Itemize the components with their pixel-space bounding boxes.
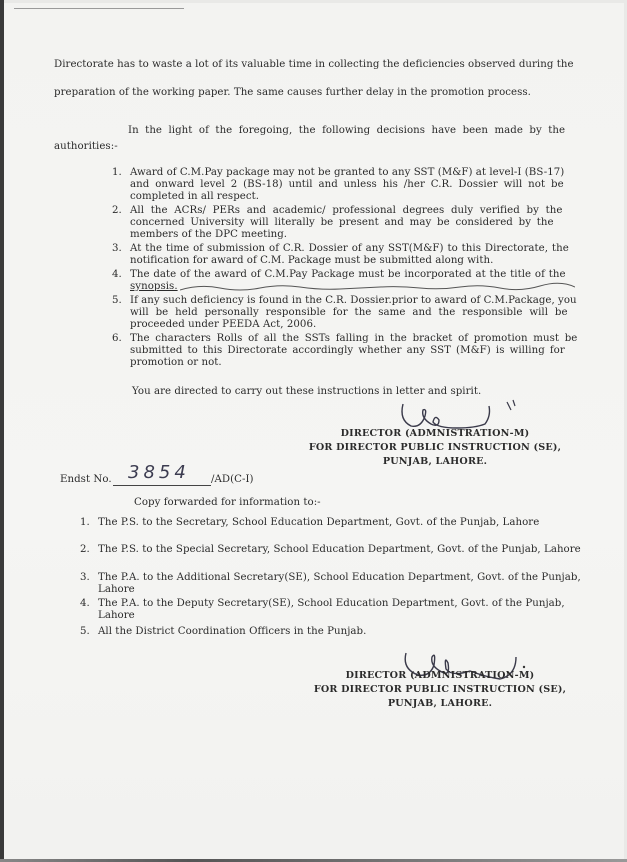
decision-1-line-3: completed in all respect.: [130, 191, 260, 202]
recipient-3-line-2: Lahore: [98, 584, 135, 595]
decision-number: 1.: [112, 167, 122, 178]
endorsement-underline: [113, 485, 211, 486]
recipient-number: 5.: [80, 626, 90, 637]
intro-line-2: preparation of the working paper. The same causes further delay in the promotion process.: [54, 87, 531, 98]
decision-number: 4.: [112, 269, 122, 280]
recipient-5: All the District Coordination Officers in the Punjab.: [98, 626, 367, 637]
signature-2-org: FOR DIRECTOR PUBLIC INSTRUCTION (SE),: [313, 684, 567, 695]
decision-5-line-3: proceeded under PEEDA Act, 2006.: [130, 319, 317, 330]
decision-2-line-2: concerned University will literally be present and may be considered by the: [130, 217, 554, 228]
decision-2-line-3: members of the DPC meeting.: [130, 229, 288, 240]
foregoing-line-1: In the light of the foregoing, the following decisions have been made by the: [128, 125, 566, 136]
foregoing-line-2: authorities:-: [54, 141, 118, 152]
decision-3-line-2: notification for award of C.M. Package must be submitted along with.: [130, 255, 494, 266]
recipient-number: 2.: [80, 544, 90, 555]
recipient-number: 4.: [80, 598, 90, 609]
signature-2-location: PUNJAB, LAHORE.: [387, 698, 493, 709]
directive-text: You are directed to carry out these instructions in letter and spirit.: [132, 386, 482, 397]
decision-number: 5.: [112, 295, 122, 306]
decision-number: 3.: [112, 243, 122, 254]
decision-1-line-1: Award of C.M.Pay package may not be granted to any SST (M&F) at level-I (BS-17): [130, 167, 565, 178]
recipient-2: The P.S. to the Special Secretary, School Education Department, Govt. of the Punjab, Lahore: [98, 544, 581, 555]
recipient-4-line-1: The P.A. to the Deputy Secretary(SE), School Education Department, Govt. of the Punjab,: [98, 598, 565, 609]
signature-2-title: DIRECTOR (ADMNISTRATION-M): [345, 670, 535, 681]
decision-4-line-2: synopsis.: [130, 281, 178, 292]
signature-1-org: FOR DIRECTOR PUBLIC INSTRUCTION (SE),: [308, 442, 562, 453]
intro-line-1: Directorate has to waste a lot of its valuable time in collecting the deficiencies observed during the: [54, 59, 574, 70]
handwritten-underline-icon: [180, 282, 575, 294]
decision-6-line-2: submitted to this Directorate accordingly whether any SST (M&F) is willing for: [130, 345, 565, 356]
decision-6-line-3: promotion or not.: [130, 357, 222, 368]
endorsement-suffix: /AD(C-I): [211, 474, 254, 485]
decision-4-line-1: The date of the award of C.M.Pay Package must be incorporated at the title of the: [130, 269, 566, 280]
decision-3-line-1: At the time of submission of C.R. Dossier of any SST(M&F) to this Directorate, the: [130, 243, 569, 254]
decision-5-line-1: If any such deficiency is found in the C.R. Dossier.prior to award of C.M.Package, you: [130, 295, 577, 306]
decision-6-line-1: The characters Rolls of all the SSTs falling in the bracket of promotion must be: [130, 333, 578, 344]
endorsement-number: 3854: [128, 462, 190, 483]
signature-1-location: PUNJAB, LAHORE.: [382, 456, 488, 467]
decision-1-line-2: and onward level 2 (BS-18) until and unless his /her C.R. Dossier will not be: [130, 179, 564, 190]
recipient-number: 1.: [80, 517, 90, 528]
recipient-4-line-2: Lahore: [98, 610, 135, 621]
decision-2-line-1: All the ACRs/ PERs and academic/ professional degrees duly verified by the: [130, 205, 563, 216]
recipient-1: The P.S. to the Secretary, School Education Department, Govt. of the Punjab, Lahore: [98, 517, 540, 528]
decision-number: 6.: [112, 333, 122, 344]
recipient-3-line-1: The P.A. to the Additional Secretary(SE), School Education Department, Govt. of the Punjab,: [98, 572, 581, 583]
decision-number: 2.: [112, 205, 122, 216]
signature-1-title: DIRECTOR (ADMNISTRATION-M): [340, 428, 530, 439]
decision-5-line-2: will be held personally responsible for the same and the responsible will be: [130, 307, 568, 318]
scan-artifact-line: [14, 8, 184, 9]
recipient-number: 3.: [80, 572, 90, 583]
copy-forwarded-text: Copy forwarded for information to:-: [134, 497, 321, 508]
endorsement-label: Endst No.: [60, 474, 112, 485]
